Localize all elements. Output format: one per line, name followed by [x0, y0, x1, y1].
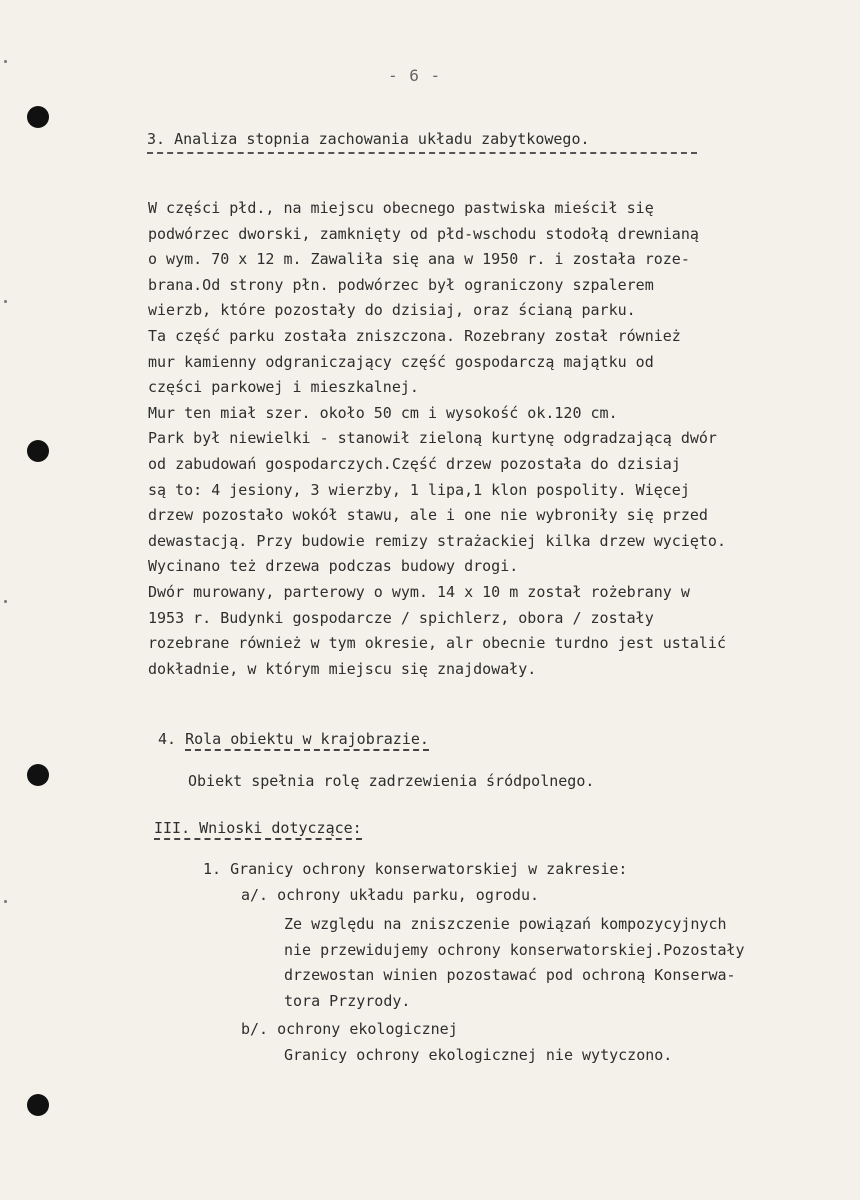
text-line: drzewostan winien pozostawać pod ochroną Konserwa- — [284, 966, 736, 985]
punch-hole — [27, 106, 49, 128]
text-line: Dwór murowany, parterowy o wym. 14 x 10 m został rożebrany w — [148, 582, 690, 601]
heading-underline — [147, 152, 697, 154]
text-line: mur kamienny odgraniczający część gospodarczą majątku od — [148, 352, 654, 371]
text-line: tora Przyrody. — [284, 991, 411, 1010]
text-line: o wym. 70 x 12 m. Zawaliła się ana w 1950 r. i została roze- — [148, 250, 690, 269]
text-line: wierzb, które pozostały do dzisiaj, oraz ścianą parku. — [148, 301, 636, 320]
text-line: Mur ten miał szer. około 50 cm i wysokość ok.120 cm. — [148, 403, 618, 422]
text-line: dokładnie, w którym miejscu się znajdowały. — [148, 659, 537, 678]
section-iii-heading — [154, 819, 362, 837]
punch-hole — [27, 764, 49, 786]
conclusion-item-a-label: a/. ochrony układu parku, ogrodu. — [241, 886, 540, 904]
text-line: 1953 r. Budynki gospodarcze / spichlerz, obora / zostały — [148, 608, 654, 627]
text-line: Ta część parku została zniszczona. Rozebrany został również — [148, 326, 681, 345]
text-line: Wycinano też drzewa podczas budowy drogi. — [148, 557, 519, 576]
text-line: części parkowej i mieszkalnej. — [148, 378, 419, 397]
text-line: od zabudowań gospodarczych.Część drzew pozostała do dzisiaj — [148, 454, 681, 473]
conclusion-item-a-body — [284, 911, 745, 1013]
text-line: rozebrane również w tym okresie, alr obecnie turdno jest ustalić — [148, 634, 726, 653]
text-line: drzew pozostało wokół stawu, ale i one nie wybroniły się przed — [148, 506, 708, 525]
edge-mark — [4, 900, 7, 903]
text-line: Park był niewielki - stanowił zieloną kurtynę odgradzającą dwór — [148, 429, 717, 448]
section-4-text: Obiekt spełnia rolę zadrzewienia śródpolnego. — [188, 772, 595, 790]
text-line: podwórzec dworski, zamknięty od płd-wschodu stodołą drewnianą — [148, 224, 699, 243]
section-3-heading: 3. Analiza stopnia zachowania układu zabytkowego. — [147, 130, 590, 148]
conclusion-item-1: 1. Granicy ochrony konserwatorskiej w zakresie: — [203, 860, 628, 878]
conclusion-item-b-label: b/. ochrony ekologicznej — [241, 1020, 458, 1038]
edge-mark — [4, 300, 7, 303]
edge-mark — [4, 60, 7, 63]
punch-hole — [27, 440, 49, 462]
text-line: brana.Od strony płn. podwórzec był ograniczony szpalerem — [148, 275, 654, 294]
text-line: dewastacją. Przy budowie remizy strażackiej kilka drzew wycięto. — [148, 531, 726, 550]
section-4-heading — [158, 730, 429, 748]
edge-mark — [4, 600, 7, 603]
conclusion-item-b-text: Granicy ochrony ekologicznej nie wytyczono. — [284, 1046, 673, 1064]
section-4-number: 4. — [158, 730, 177, 748]
page-number: - 6 - — [388, 66, 442, 85]
text-line: nie przewidujemy ochrony konserwatorskiej.Pozostały — [284, 940, 745, 959]
section-3-body — [148, 196, 848, 682]
text-line: W części płd., na miejscu obecnego pastwiska mieścił się — [148, 199, 654, 217]
section-4-title: Rola obiektu w krajobrazie. — [185, 730, 429, 751]
punch-hole — [27, 1094, 49, 1116]
section-iii-title: III. Wnioski dotyczące: — [154, 819, 362, 840]
text-line: Ze względu na zniszczenie powiązań kompozycyjnych — [284, 915, 727, 933]
text-line: są to: 4 jesiony, 3 wierzby, 1 lipa,1 klon pospolity. Więcej — [148, 480, 690, 499]
